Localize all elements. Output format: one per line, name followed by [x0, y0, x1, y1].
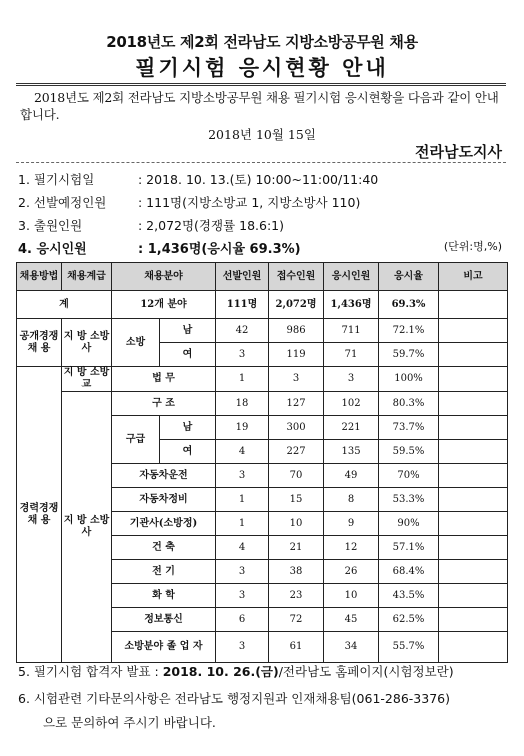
info-exam-date — [18, 170, 378, 188]
info-label: 4. 응시인원 — [18, 242, 87, 257]
title-divider — [16, 83, 506, 86]
unit-note: (단위:명,%) — [443, 240, 502, 253]
notice-date: 2018년 10월 15일 — [208, 127, 316, 142]
note-cell — [439, 536, 508, 560]
info-planned-selection — [18, 193, 360, 211]
total-row — [17, 291, 508, 319]
rate-cell: 55.7% — [379, 632, 439, 663]
note-cell — [439, 464, 508, 488]
rate-cell: 100% — [379, 367, 439, 392]
info-label: 1. 필기시험일 — [18, 172, 95, 187]
taken-cell: 711 — [324, 319, 379, 343]
info-value: : 111명(지방소방교 1, 지방소방사 110) — [138, 195, 361, 210]
table-row — [17, 319, 508, 343]
selected-cell: 19 — [216, 416, 269, 440]
applied-cell: 70 — [269, 464, 324, 488]
taken-cell: 221 — [324, 416, 379, 440]
total-note — [439, 291, 508, 319]
rate-cell: 62.5% — [379, 608, 439, 632]
footer-text: /전라남도 홈페이지(시험정보란) — [278, 664, 454, 679]
gender-cell: 남 — [160, 319, 216, 343]
applied-cell: 227 — [269, 440, 324, 464]
applied-cell: 61 — [269, 632, 324, 663]
selected-cell: 3 — [216, 632, 269, 663]
total-selected: 111명 — [216, 291, 269, 319]
note-cell — [439, 367, 508, 392]
selected-cell: 4 — [216, 440, 269, 464]
rank-cell: 지 방 소방사 — [62, 319, 112, 367]
rate-cell: 70% — [379, 464, 439, 488]
taken-cell: 12 — [324, 536, 379, 560]
selected-cell: 6 — [216, 608, 269, 632]
taken-cell: 26 — [324, 560, 379, 584]
rate-cell: 59.5% — [379, 440, 439, 464]
info-applicants — [18, 216, 284, 234]
table-row — [17, 367, 508, 392]
rate-cell: 72.1% — [379, 319, 439, 343]
note-cell — [439, 343, 508, 367]
selected-cell: 3 — [216, 343, 269, 367]
applied-cell: 38 — [269, 560, 324, 584]
announce-date: 2018. 10. 26.(금) — [162, 664, 279, 679]
note-cell — [439, 632, 508, 663]
info-label: 2. 선발예정인원 — [18, 195, 107, 210]
col-applied: 접수인원 — [269, 263, 324, 291]
total-taken: 1,436명 — [324, 291, 379, 319]
table-row — [17, 392, 508, 416]
gender-cell: 여 — [160, 440, 216, 464]
col-rate: 응시율 — [379, 263, 439, 291]
selected-cell: 18 — [216, 392, 269, 416]
title-line-1: 2018년도 제2회 전라남도 지방소방공무원 채용 — [106, 33, 418, 51]
note-cell — [439, 488, 508, 512]
rate-cell: 90% — [379, 512, 439, 536]
taken-cell: 8 — [324, 488, 379, 512]
applied-cell: 119 — [269, 343, 324, 367]
field-cell: 기관사(소방정) — [112, 512, 216, 536]
gender-cell: 여 — [160, 343, 216, 367]
total-label: 계 — [17, 291, 112, 319]
applied-cell: 23 — [269, 584, 324, 608]
col-selected: 선발인원 — [216, 263, 269, 291]
rate-cell: 57.1% — [379, 536, 439, 560]
field-cell: 전 기 — [112, 560, 216, 584]
note-cell — [439, 440, 508, 464]
selected-cell: 3 — [216, 464, 269, 488]
rate-cell: 43.5% — [379, 584, 439, 608]
field-cell: 구 조 — [112, 392, 216, 416]
taken-cell: 135 — [324, 440, 379, 464]
field-cell: 구급 — [112, 416, 160, 464]
rate-cell: 73.7% — [379, 416, 439, 440]
section-divider — [16, 162, 506, 163]
taken-cell: 102 — [324, 392, 379, 416]
applied-cell: 15 — [269, 488, 324, 512]
col-taken: 응시인원 — [324, 263, 379, 291]
note-cell — [439, 512, 508, 536]
selected-cell: 42 — [216, 319, 269, 343]
applied-cell: 127 — [269, 392, 324, 416]
selected-cell: 1 — [216, 512, 269, 536]
applied-cell: 10 — [269, 512, 324, 536]
applied-cell: 986 — [269, 319, 324, 343]
note-cell — [439, 560, 508, 584]
taken-cell: 10 — [324, 584, 379, 608]
issuer-name: 전라남도지사 — [415, 143, 502, 161]
intro-text: 2018년도 제2회 전라남도 지방소방공무원 채용 필기시험 응시현황을 다음과 같이 안내합니다. — [20, 90, 499, 122]
rate-cell: 59.7% — [379, 343, 439, 367]
rank-cell: 지 방 소방사 — [62, 392, 112, 663]
field-cell: 법 무 — [112, 367, 216, 392]
rate-cell: 53.3% — [379, 488, 439, 512]
footer-line-5 — [18, 662, 454, 680]
selected-cell: 1 — [216, 488, 269, 512]
taken-cell: 71 — [324, 343, 379, 367]
col-rank: 채용계급 — [62, 263, 112, 291]
note-cell — [439, 416, 508, 440]
rate-cell: 68.4% — [379, 560, 439, 584]
field-cell: 자동차정비 — [112, 488, 216, 512]
method-cell: 공개경쟁 채 용 — [17, 319, 62, 367]
col-method: 채용방법 — [17, 263, 62, 291]
note-cell — [439, 392, 508, 416]
title-line-2: 필기시험 응시현황 안내 — [135, 56, 389, 80]
applied-cell: 72 — [269, 608, 324, 632]
info-value: : 1,436명(응시율 69.3%) — [138, 242, 301, 257]
taken-cell: 34 — [324, 632, 379, 663]
footer-text: 5. 필기시험 합격자 발표 : — [18, 664, 163, 679]
selected-cell: 1 — [216, 367, 269, 392]
note-cell — [439, 608, 508, 632]
total-applied: 2,072명 — [269, 291, 324, 319]
selected-cell: 3 — [216, 584, 269, 608]
status-table — [16, 262, 508, 663]
note-cell — [439, 319, 508, 343]
info-label: 3. 출원인원 — [18, 218, 83, 233]
field-cell: 자동차운전 — [112, 464, 216, 488]
note-cell — [439, 584, 508, 608]
field-cell: 건 축 — [112, 536, 216, 560]
table-header-row — [17, 263, 508, 291]
field-cell: 소방분야 졸 업 자 — [112, 632, 216, 663]
info-value: : 2,072명(경쟁률 18.6:1) — [138, 218, 284, 233]
info-examinees — [18, 238, 301, 257]
footer-line-6: 6. 시험관련 기타문의사항은 전라남도 행정지원과 인재채용팀(061-286-3376) — [18, 691, 450, 706]
field-cell: 화 학 — [112, 584, 216, 608]
applied-cell: 3 — [269, 367, 324, 392]
method-cell: 경력경쟁 채 용 — [17, 367, 62, 663]
taken-cell: 45 — [324, 608, 379, 632]
selected-cell: 4 — [216, 536, 269, 560]
taken-cell: 3 — [324, 367, 379, 392]
total-rate: 69.3% — [379, 291, 439, 319]
taken-cell: 49 — [324, 464, 379, 488]
col-note: 비고 — [439, 263, 508, 291]
applied-cell: 21 — [269, 536, 324, 560]
rank-cell: 지 방 소방교 — [62, 367, 112, 392]
taken-cell: 9 — [324, 512, 379, 536]
col-field: 채용분야 — [112, 263, 216, 291]
applied-cell: 300 — [269, 416, 324, 440]
selected-cell: 3 — [216, 560, 269, 584]
field-cell: 소방 — [112, 319, 160, 367]
total-field: 12개 분야 — [112, 291, 216, 319]
gender-cell: 남 — [160, 416, 216, 440]
footer-line-7: 으로 문의하여 주시기 바랍니다. — [43, 715, 216, 730]
info-value: : 2018. 10. 13.(토) 10:00~11:00/11:40 — [138, 172, 379, 187]
field-cell: 정보통신 — [112, 608, 216, 632]
rate-cell: 80.3% — [379, 392, 439, 416]
